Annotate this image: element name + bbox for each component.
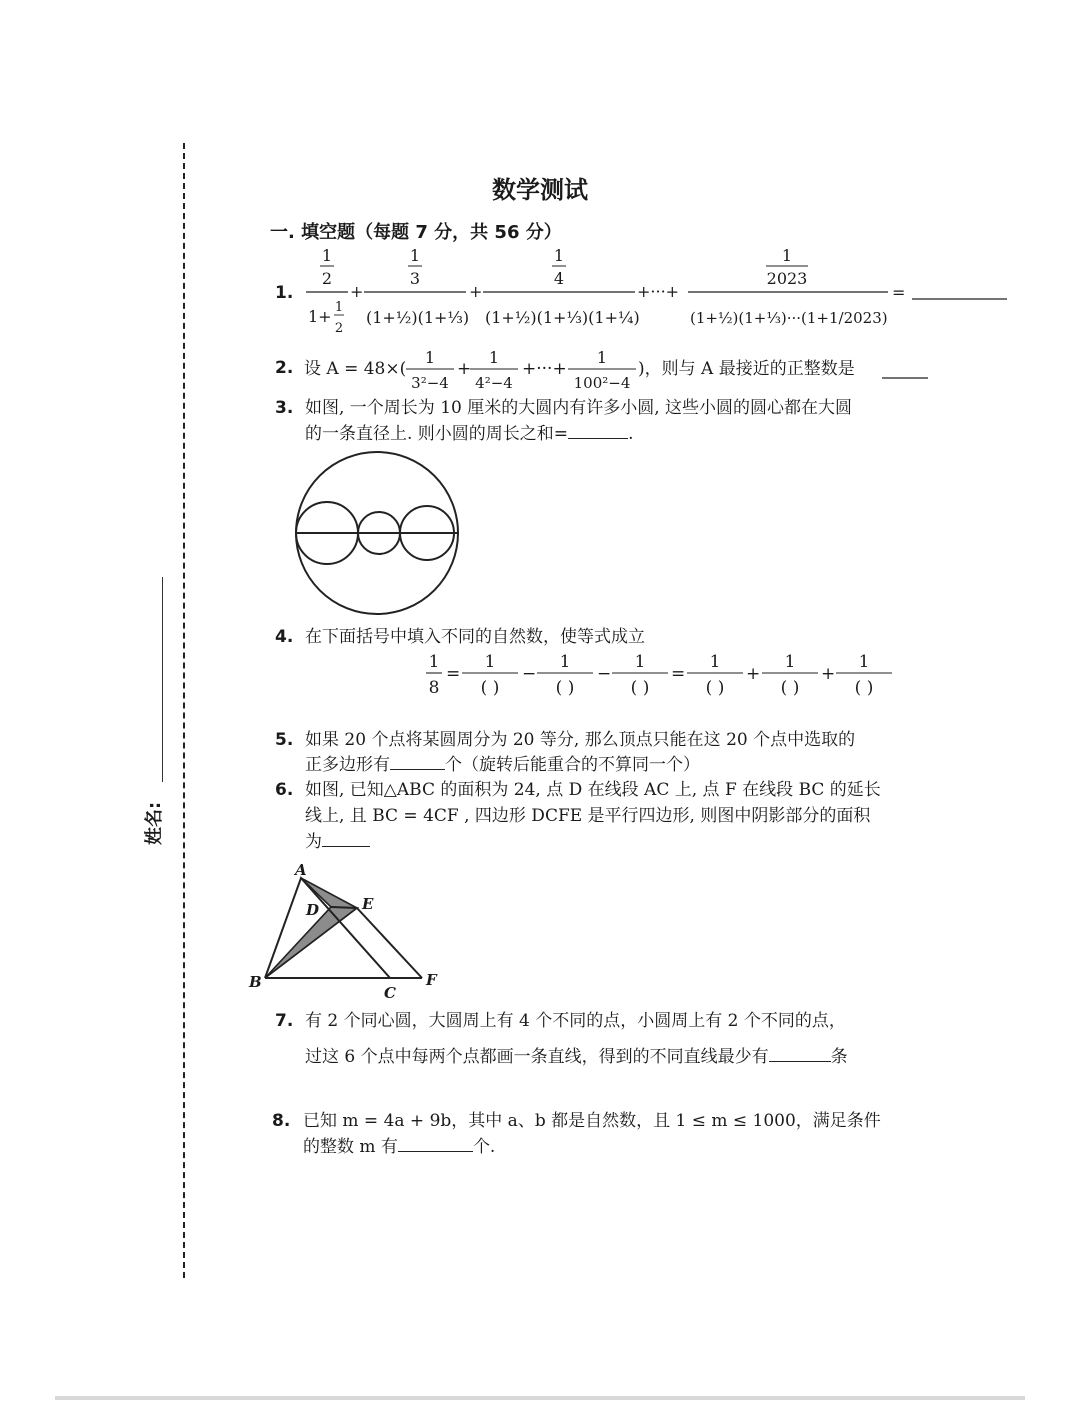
- svg-text:100²−4: 100²−4: [573, 374, 631, 392]
- q1-t4-topnum: 1: [781, 246, 793, 265]
- q5-line1: 如果 20 个点将某圆周分为 20 等分, 那么顶点只能在这 20 个点中选取的: [305, 730, 856, 750]
- label-E: E: [362, 895, 374, 913]
- q3-line1: 如图, 一个周长为 10 厘米的大圆内有许多小圆, 这些小圆的圆心都在大圆: [305, 398, 853, 418]
- svg-text:1: 1: [784, 652, 796, 672]
- svg-text:( ): ( ): [854, 678, 874, 698]
- svg-text:−: −: [522, 664, 537, 684]
- svg-text:1: 1: [334, 300, 344, 315]
- svg-text:( ): ( ): [705, 678, 725, 698]
- q1-equation: [300, 245, 1015, 345]
- q8-line1: 已知 m = 4a + 9b，其中 a、b 都是自然数，且 1 ≤ m ≤ 1000，满足条件: [303, 1111, 881, 1131]
- q6-triangle-figure: [245, 858, 445, 1003]
- q1-t1-bottom: 1+: [308, 307, 332, 326]
- q1-plus-1: +: [350, 282, 364, 301]
- q3-circles-figure: [290, 450, 470, 620]
- svg-text:( ): ( ): [630, 678, 650, 698]
- q6-line3: 为: [305, 829, 370, 855]
- q1-number: 1.: [275, 283, 294, 303]
- q8-line2: 的整数 m 有 个.: [303, 1137, 496, 1157]
- q6-line2: 线上, 且 BC = 4CF , 四边形 DCFE 是平行四边形, 则图中阴影部分的面积: [305, 806, 871, 826]
- q7-line1: 有 2 个同心圆，大圆周上有 4 个不同的点，小圆周上有 2 个不同的点，: [305, 1011, 846, 1031]
- q2-suffix: )，则与 A 最接近的正整数是: [638, 359, 855, 379]
- q5-line2: 正多边形有 个（旋转后能重合的不算同一个）: [305, 755, 700, 775]
- name-field: [140, 790, 180, 850]
- q5-answer-blank: [390, 753, 445, 770]
- page-title: 数学测试: [492, 176, 588, 204]
- q8-answer-blank: [398, 1135, 473, 1152]
- svg-text:4²−4: 4²−4: [475, 374, 513, 392]
- q4-number: 4.: [275, 627, 294, 647]
- q3-line2: 的一条直径上. 则小圆的周长之和= .: [305, 424, 634, 444]
- q2-number: 2.: [275, 358, 294, 378]
- q5-number: 5.: [275, 730, 294, 750]
- q1-t3-topnum: 1: [553, 246, 565, 265]
- q8-number: 8.: [272, 1111, 291, 1131]
- q7-line2: 过这 6 个点中每两个点都画一条直线，得到的不同直线最少有 条: [305, 1047, 848, 1067]
- q1-t2-topden: 3: [409, 269, 421, 288]
- q1-t3-topden: 4: [553, 269, 565, 288]
- svg-text:1: 1: [484, 652, 496, 672]
- q1-plus-2: +: [469, 282, 483, 301]
- q3-answer-blank: [568, 422, 628, 439]
- svg-text:( ): ( ): [780, 678, 800, 698]
- svg-text:( ): ( ): [555, 678, 575, 698]
- svg-text:2: 2: [334, 321, 344, 336]
- q4-equation: [420, 648, 900, 704]
- svg-text:1: 1: [559, 652, 571, 672]
- name-underline: [162, 577, 163, 782]
- label-C: C: [384, 984, 396, 1002]
- svg-text:+: +: [746, 664, 761, 684]
- label-A: A: [295, 861, 307, 879]
- svg-text:1: 1: [709, 652, 721, 672]
- q1-t1-topden: 2: [321, 269, 333, 288]
- q2-equation: [302, 343, 932, 393]
- svg-text:1: 1: [424, 348, 436, 367]
- svg-text:1: 1: [428, 652, 440, 672]
- svg-text:+···+: +···+: [522, 359, 567, 379]
- q2-prefix: 设 A = 48×(: [304, 359, 407, 379]
- label-D: D: [306, 901, 320, 919]
- section-heading: 一. 填空题（每题 7 分，共 56 分）: [270, 222, 562, 243]
- label-F: F: [426, 971, 437, 989]
- svg-text:( ): ( ): [480, 678, 500, 698]
- svg-text:8: 8: [428, 678, 440, 698]
- svg-text:=: =: [671, 664, 686, 684]
- q1-t2-topnum: 1: [409, 246, 421, 265]
- svg-text:+: +: [457, 359, 472, 379]
- svg-text:1: 1: [634, 652, 646, 672]
- svg-text:1: 1: [858, 652, 870, 672]
- svg-text:−: −: [597, 664, 612, 684]
- q7-answer-blank: [769, 1045, 831, 1062]
- svg-text:1: 1: [596, 348, 608, 367]
- svg-text:1: 1: [488, 348, 500, 367]
- q1-t4-topden: 2023: [766, 269, 808, 288]
- q3-number: 3.: [275, 398, 294, 418]
- svg-text:=: =: [446, 664, 461, 684]
- q1-t4-bottom: (1+½)(1+⅓)···(1+1/2023): [690, 309, 888, 327]
- q6-number: 6.: [275, 780, 294, 800]
- binding-dashed-line: [183, 143, 185, 1278]
- q1-equals: =: [892, 283, 906, 302]
- q1-t2-bottom: (1+½)(1+⅓): [366, 308, 470, 327]
- label-B: B: [249, 973, 262, 991]
- q1-t3-bottom: (1+½)(1+⅓)(1+¼): [485, 308, 640, 327]
- q4-text: 在下面括号中填入不同的自然数，使等式成立: [305, 627, 645, 647]
- bottom-divider: [55, 1396, 1025, 1400]
- q1-ellipsis: +···+: [637, 282, 680, 301]
- svg-text:3²−4: 3²−4: [411, 374, 449, 392]
- name-label: 姓名:: [144, 801, 165, 845]
- q6-answer-blank: [322, 830, 370, 847]
- q1-t1-topnum: 1: [321, 246, 333, 265]
- q6-line1: 如图, 已知△ABC 的面积为 24, 点 D 在线段 AC 上, 点 F 在线段 BC 的延长: [305, 780, 881, 800]
- svg-text:+: +: [821, 664, 836, 684]
- q7-number: 7.: [275, 1011, 294, 1031]
